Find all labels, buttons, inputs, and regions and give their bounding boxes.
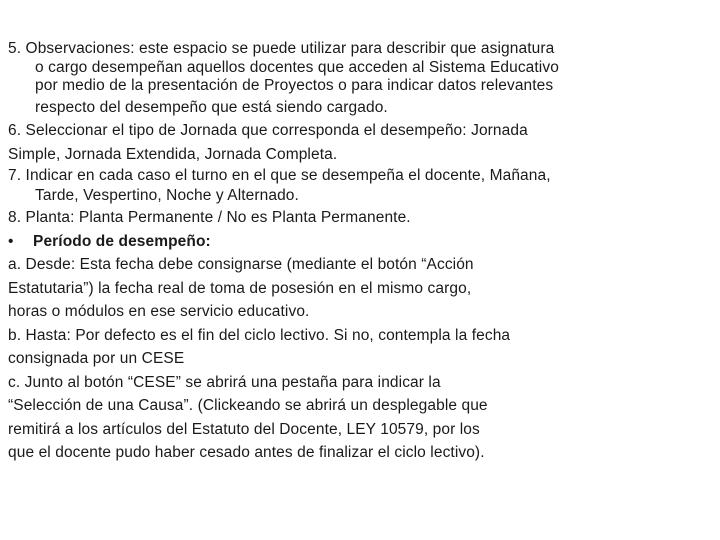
instructions-text [8,40,708,465]
item-6-line-2: Simple, Jornada Extendida, Jornada Completa. [8,145,338,163]
item-c-line-3: remitirá a los artículos del Estatuto del Docente, LEY 10579, por los [8,420,480,438]
bullet-icon: • [8,232,14,250]
item-5-line-1: 5. Observaciones: este espacio se puede utilizar para describir que asignatura [8,40,555,57]
item-c-line-1: c. Junto al botón “CESE” se abrirá una pestaña para indicar la [8,373,441,391]
item-5-line-3: por medio de la presentación de Proyectos o para indicar datos relevantes [35,77,554,94]
item-7-line-2: Tarde, Vespertino, Noche y Alternado. [35,187,299,204]
item-7-line-1: 7. Indicar en cada caso el turno en el que se desempeña el docente, Mañana, [8,167,551,184]
item-a-line-3: horas o módulos en ese servicio educativo. [8,303,310,320]
item-b-line-2: consignada por un CESE [8,350,185,367]
item-a-line-1: a. Desde: Esta fecha debe consignarse (mediante el botón “Acción [8,256,474,273]
period-bullet-line [8,230,708,254]
item-8-line: 8. Planta: Planta Permanente / No es Planta Permanente. [8,209,411,226]
item-c-line-2: “Selección de una Causa”. (Clickeando se abrirá un desplegable que [8,397,488,414]
period-heading: Período de desempeño: [33,232,211,250]
item-c-line-4: que el docente pudo haber cesado antes de finalizar el ciclo lectivo). [8,444,485,461]
item-6-line-1: 6. Seleccionar el tipo de Jornada que corresponda el desempeño: Jornada [8,122,528,139]
item-5-line-2: o cargo desempeñan aquellos docentes que acceden al Sistema Educativo [35,58,559,76]
item-5-line-4: respecto del desempeño que está siendo cargado. [35,98,388,116]
item-a-line-2: Estatutaria”) la fecha real de toma de posesión en el mismo cargo, [8,279,472,297]
item-b-line-1: b. Hasta: Por defecto es el fin del ciclo lectivo. Si no, contempla la fecha [8,326,511,344]
